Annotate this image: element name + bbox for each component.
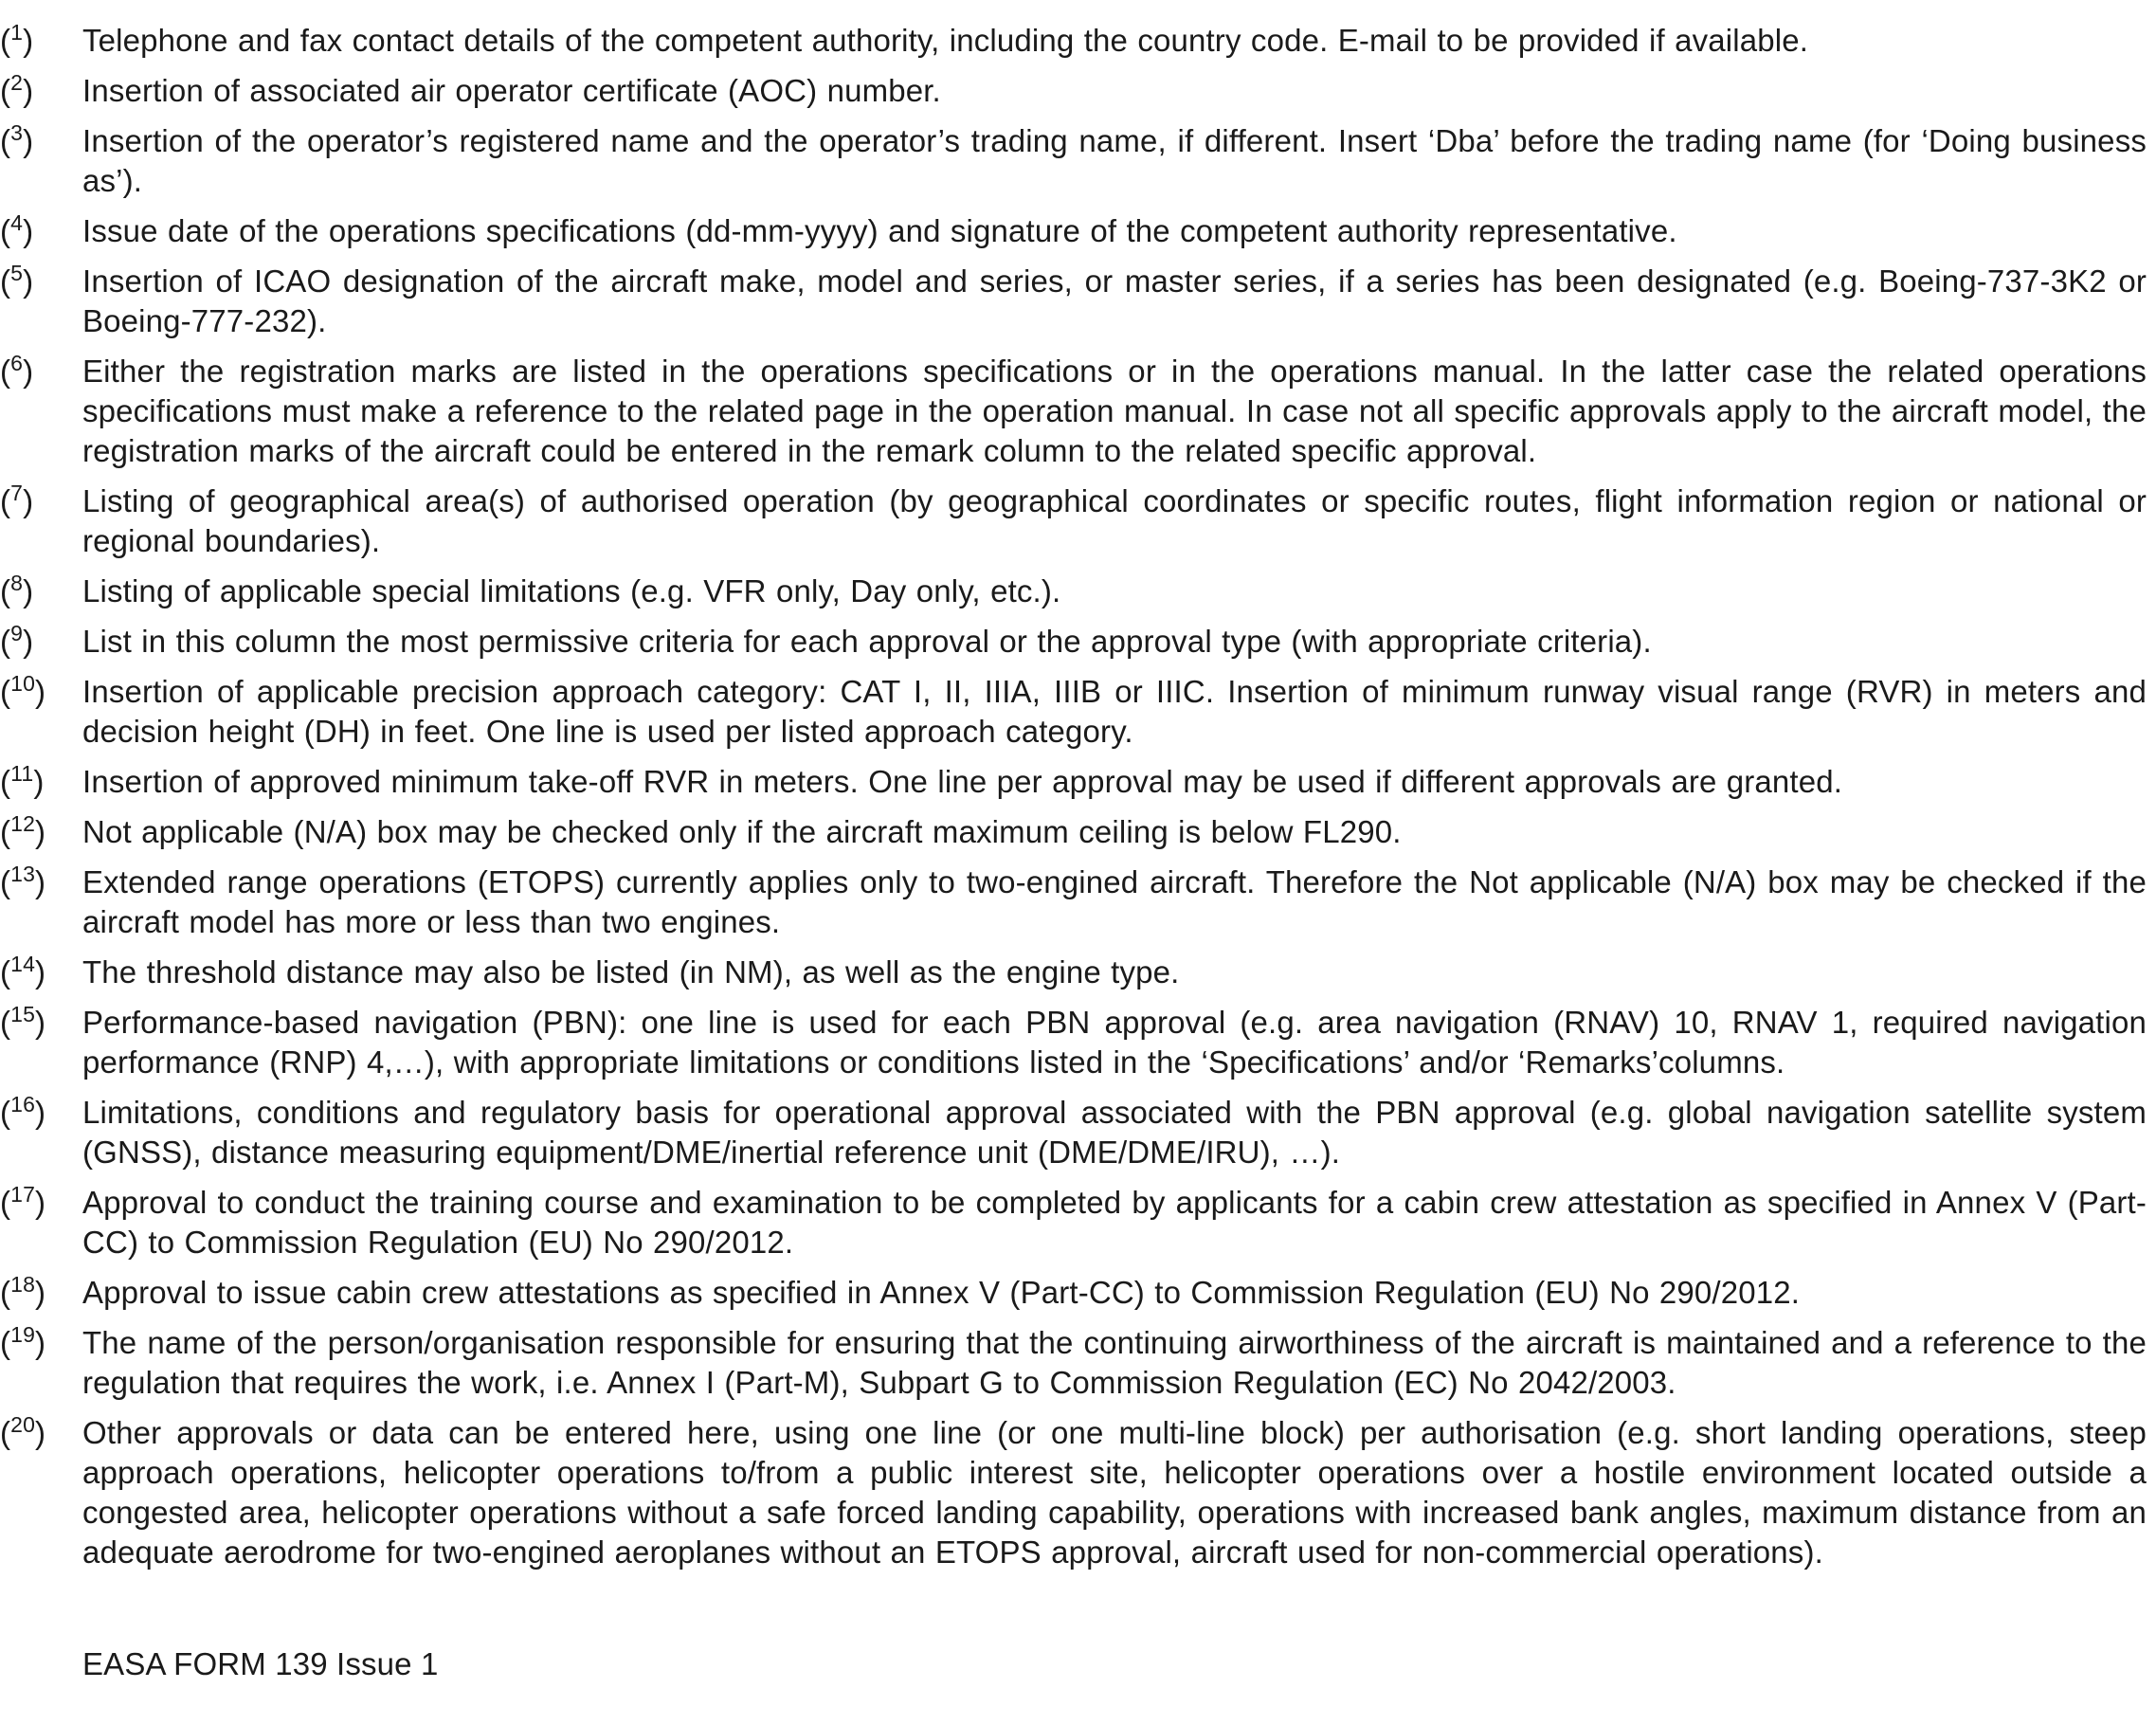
footnote-item <box>0 862 2156 942</box>
footnote-number: ($^6$) <box>0 351 34 389</box>
footnote-number-value: 17 <box>10 1182 36 1207</box>
footnote-number: ($^5$) <box>0 261 34 299</box>
footnote-item <box>0 1093 2156 1172</box>
footnote-text: Approval to conduct the training course and examination to be completed by applicants for a cabin crew attestation as specified in Annex V (Part-CC) to Commission Regulation (EU) No 290/2012. <box>82 1185 2147 1260</box>
footnote-item <box>0 121 2156 201</box>
footnote-text: Extended range operations (ETOPS) currently applies only to two-engined aircraft. Therefore the Not applicable (N/A) box may be checked if the aircraft model has more or less than two engines. <box>82 864 2147 939</box>
footnote-number: ($^{10}$) <box>0 671 46 709</box>
footnote-number-value: 13 <box>10 862 36 886</box>
footnote-item <box>0 953 2156 992</box>
footnote-number-value: 6 <box>10 351 24 375</box>
footnote-text: Listing of applicable special limitations (e.g. VFR only, Day only, etc.). <box>82 573 1061 608</box>
footnote-item <box>0 572 2156 611</box>
footnote-item <box>0 262 2156 341</box>
footnote-number-value: 7 <box>10 481 24 505</box>
footnote-number: ($^1$) <box>0 20 34 58</box>
footnote-item <box>0 672 2156 752</box>
footnote-text: Not applicable (N/A) box may be checked only if the aircraft maximum ceiling is below FL290. <box>82 814 1402 849</box>
footnote-item <box>0 622 2156 662</box>
footnote-number: ($^{12}$) <box>0 811 46 849</box>
footnote-number-value: 14 <box>10 952 36 976</box>
footnote-text: Listing of geographical area(s) of authorised operation (by geographical coordinates or specific routes, flight information region or national or regional boundaries). <box>82 483 2147 558</box>
footnote-number-value: 10 <box>10 671 36 696</box>
footnote-number: ($^{11}$) <box>0 761 45 799</box>
footnote-item <box>0 71 2156 111</box>
footnote-number: ($^{13}$) <box>0 862 46 899</box>
footnote-number: ($^{20}$) <box>0 1412 46 1450</box>
footnote-number-value: 15 <box>10 1002 36 1026</box>
footnote-number-value: 8 <box>10 571 24 595</box>
footnote-number-value: 20 <box>10 1412 36 1437</box>
footnote-number-value: 5 <box>10 261 24 285</box>
footnote-number-value: 19 <box>10 1322 36 1347</box>
footnote-text: Telephone and fax contact details of the competent authority, including the country code. E-mail to be provided if available. <box>82 23 1809 58</box>
footnote-text: Either the registration marks are listed in the operations specifications or in the operations manual. In the latter case the related operations specifications must make a reference to the related page in the operation manual. In case not all specific approvals apply to the aircraft model, the registration marks of the aircraft could be entered in the remark column to the related specific approval. <box>82 354 2147 468</box>
footnote-number-value: 1 <box>10 20 24 45</box>
footnote-number-value: 16 <box>10 1092 36 1117</box>
footnote-text: Insertion of associated air operator certificate (AOC) number. <box>82 73 941 108</box>
footnote-list <box>0 21 2156 1583</box>
footnote-text: Insertion of the operator’s registered name and the operator’s trading name, if different. Insert ‘Dba’ before the trading name (for ‘Doing business as’). <box>82 123 2147 198</box>
footnote-item <box>0 1003 2156 1082</box>
footnote-text: Limitations, conditions and regulatory basis for operational approval associated with the PBN approval (e.g. global navigation satellite system (GNSS), distance measuring equipment/DME/inertial reference unit (DME/DME/IRU), …). <box>82 1095 2147 1170</box>
footnote-number: ($^{16}$) <box>0 1092 46 1130</box>
footnote-number: ($^3$) <box>0 120 34 158</box>
footnote-number-value: 3 <box>10 120 24 145</box>
footnote-item <box>0 21 2156 61</box>
footnote-number: ($^9$) <box>0 621 34 659</box>
footnote-number: ($^4$) <box>0 210 34 248</box>
footnote-item <box>0 812 2156 852</box>
footnote-number-value: 4 <box>10 210 24 235</box>
form-footer-label: EASA FORM 139 Issue 1 <box>82 1646 439 1681</box>
footnote-item <box>0 762 2156 802</box>
footnote-text: The name of the person/organisation responsible for ensuring that the continuing airworthiness of the aircraft is maintained and a reference to the regulation that requires the work, i.e. Annex I (Part-M), Subpart G to Commission Regulation (EC) No 2042/2003. <box>82 1325 2147 1400</box>
footnote-item <box>0 352 2156 471</box>
footnote-text: The threshold distance may also be listed (in NM), as well as the engine type. <box>82 954 1180 990</box>
footnote-text: List in this column the most permissive criteria for each approval or the approval type (with appropriate criteria). <box>82 624 1652 659</box>
footnote-text: Insertion of applicable precision approach category: CAT I, II, IIIA, IIIB or IIIC. Insertion of minimum runway visual range (RVR) in meters and decision height (DH) in feet. One line is used per listed approach category. <box>82 674 2147 749</box>
footnote-text: Performance-based navigation (PBN): one line is used for each PBN approval (e.g. area navigation (RNAV) 10, RNAV 1, required navigation performance (RNP) 4,…), with appropriate limitations or conditions listed in the ‘Specifications’ and/or ‘Remarks’columns. <box>82 1005 2147 1080</box>
footnote-number-value: 11 <box>10 761 34 786</box>
footnote-item <box>0 211 2156 251</box>
footnote-number: ($^2$) <box>0 70 34 108</box>
footnote-number: ($^8$) <box>0 571 34 608</box>
footnote-text: Issue date of the operations specifications (dd-mm-yyyy) and signature of the competent authority representative. <box>82 213 1677 248</box>
footnote-text: Other approvals or data can be entered here, using one line (or one multi-line block) per authorisation (e.g. short landing operations, steep approach operations, helicopter operations to/from a public interest site, helicopter operations over a hostile environment located outside a congested area, helicopter operations without a safe forced landing capability, operations with increased bank angles, maximum distance from an adequate aerodrome for two-engined aeroplanes without an ETOPS approval, aircraft used for non-commercial operations). <box>82 1415 2147 1570</box>
footnote-item <box>0 1273 2156 1313</box>
footnote-text: Insertion of approved minimum take-off RVR in meters. One line per approval may be used if different approvals are granted. <box>82 764 1843 799</box>
footnote-number-value: 12 <box>10 811 36 836</box>
footnote-number: ($^{18}$) <box>0 1272 46 1310</box>
footnote-text: Insertion of ICAO designation of the aircraft make, model and series, or master series, if a series has been designated (e.g. Boeing-737-3K2 or Boeing-777-232). <box>82 263 2147 338</box>
footnote-number-value: 18 <box>10 1272 36 1297</box>
footnote-number: ($^{14}$) <box>0 952 46 990</box>
footnote-number: ($^{17}$) <box>0 1182 46 1220</box>
footnote-number: ($^{19}$) <box>0 1322 46 1360</box>
footnote-text: Approval to issue cabin crew attestations as specified in Annex V (Part-CC) to Commission Regulation (EU) No 290/2012. <box>82 1275 1801 1310</box>
footnote-number: ($^{15}$) <box>0 1002 46 1040</box>
footnote-item <box>0 1413 2156 1572</box>
footnote-number: ($^7$) <box>0 481 34 518</box>
footnote-number-value: 9 <box>10 621 24 645</box>
footnote-item <box>0 1323 2156 1403</box>
footnote-number-value: 2 <box>10 70 24 95</box>
footnote-item <box>0 481 2156 561</box>
footnote-item <box>0 1183 2156 1262</box>
